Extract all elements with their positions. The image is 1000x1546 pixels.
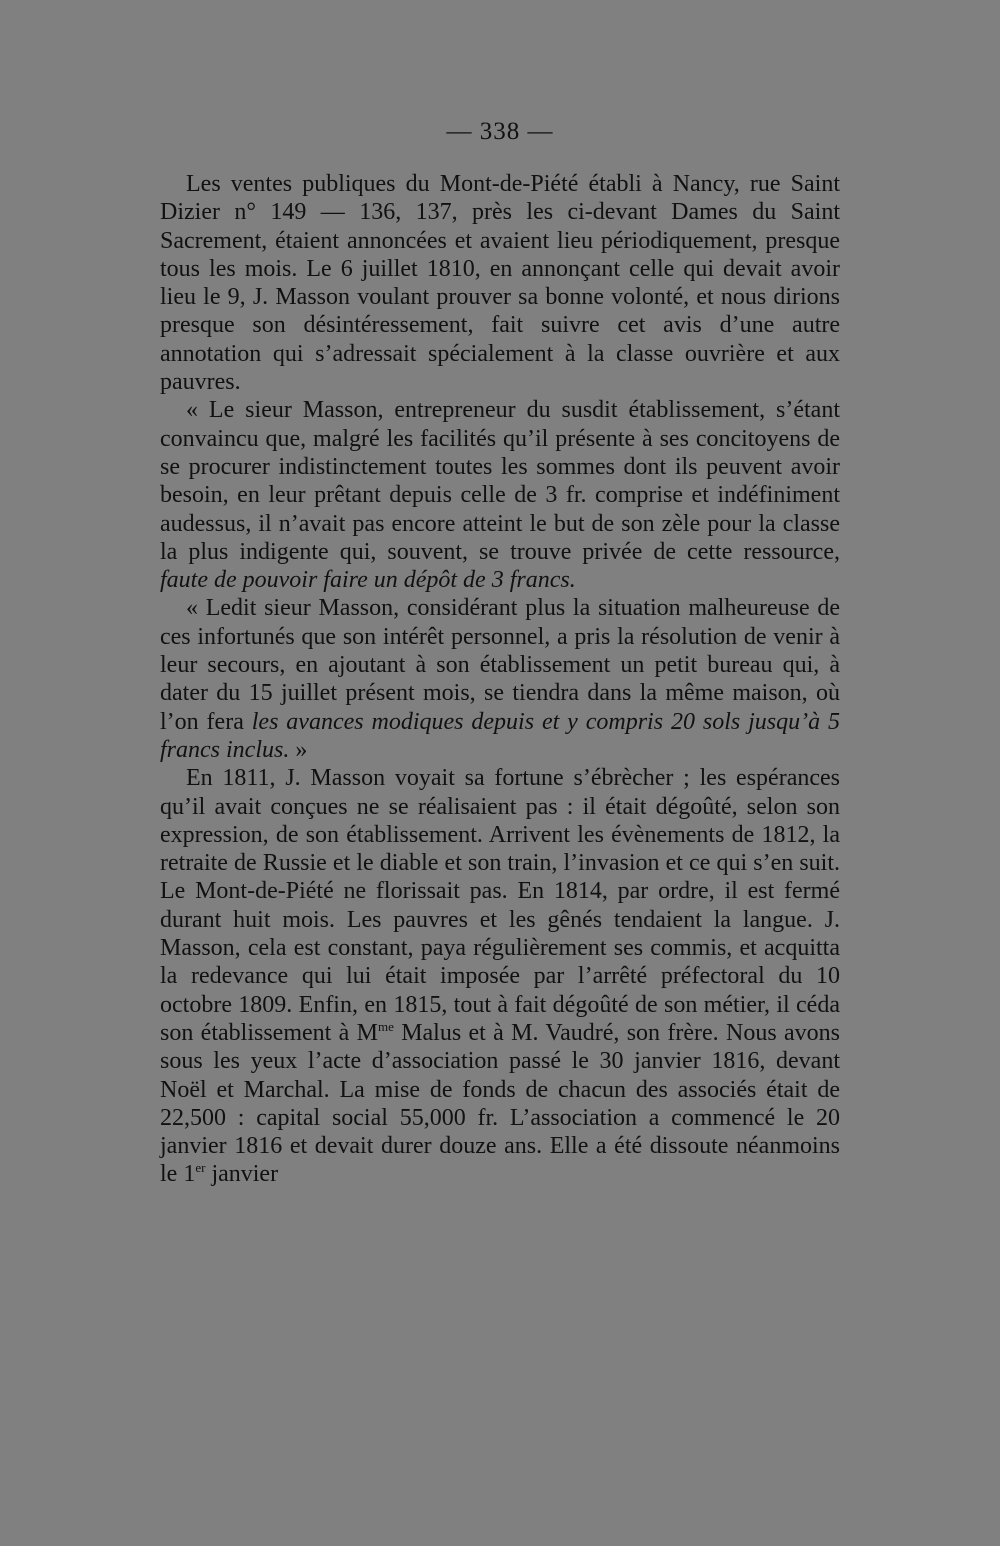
italic-text: faute de pouvoir faire un dépôt de 3 francs. <box>160 567 576 594</box>
text-run: » <box>289 736 308 763</box>
superscript: er <box>195 1160 206 1176</box>
paragraph <box>160 594 840 764</box>
text-run: En 1811, J. Masson voyait sa fortune s’ébrècher ; les espérances qu’il avait conçues ne se réalisaient pas : il était dégoûté, selon son expression, de son établissement. Arrivent les évènements de 1812, la retraite de Russie et le diable et son train, l’invasion et ce qui s’en suit. Le Mont-de-Piété ne florissait pas. En 1814, par ordre, il est fermé durant huit mois. Les pauvres et les gênés tendaient la langue. J. Masson, cela est constant, paya régulièrement ses commis, et acquitta la redevance qui lui était imposée par l’arrêté préfectoral du 10 octobre 1809. Enfin, en 1815, tout à fait dégoûté de son métier, il céda son établissement à M <box>160 765 840 1046</box>
italic-text: les avances modiques depuis et y compris 20 sols jusqu’à 5 francs inclus. <box>160 708 840 763</box>
text-run: janvier <box>205 1161 279 1188</box>
paragraph <box>160 170 840 396</box>
text-run: « Ledit sieur Masson, considérant plus la situation malheureuse de ces infortunés que son intérêt personnel, a pris la résolution de venir à leur secours, en ajoutant à son établissement un petit bureau qui, à dater du 15 juillet présent mois, se tiendra dans la même maison, où l’on fera <box>160 595 840 735</box>
text-run: Les ventes publiques du Mont-de-Piété établi à Nancy, rue Saint Dizier n° 149 — 136, 137, près les ci-devant Dames du Saint Sacrement, étaient annoncées et avaient lieu périodiquement, presque tous les mois. Le 6 juillet 1810, en annonçant celle qui devait avoir lieu le 9, J. Masson voulant prouver sa bonne volonté, et nous dirions presque son désintéressement, fait suivre cet avis d’une autre annotation qui s’adressait spécialement à la classe ouvrière et aux pauvres. <box>160 171 840 396</box>
body-text <box>160 170 840 1189</box>
text-run: Malus et à M. Vaudré, son frère. Nous avons sous les yeux l’acte d’association passé le 30 janvier 1816, devant Noël et Marchal. La mise de fonds de chacun des associés était de 22,500 : capital social 55,000 fr. L’association a commencé le 20 janvier 1816 et devait durer douze ans. Elle a été dissoute néanmoins le 1 <box>160 1019 840 1188</box>
page-number: — 338 — <box>446 118 554 145</box>
text-run: « Le sieur Masson, entrepreneur du susdit établissement, s’étant convaincu que, malgré les facilités qu’il présente à ses concitoyens de se procurer indistinctement toutes les sommes dont ils peuvent avoir besoin, en leur prêtant depuis celle de 3 fr. comprise et indéfiniment audessus, il n’avait pas encore atteint le but de son zèle pour la classe la plus indigente qui, souvent, se trouve privée de cette ressource, <box>160 397 840 565</box>
superscript: me <box>377 1018 394 1034</box>
paragraph <box>160 764 840 1188</box>
paragraph <box>160 396 840 594</box>
